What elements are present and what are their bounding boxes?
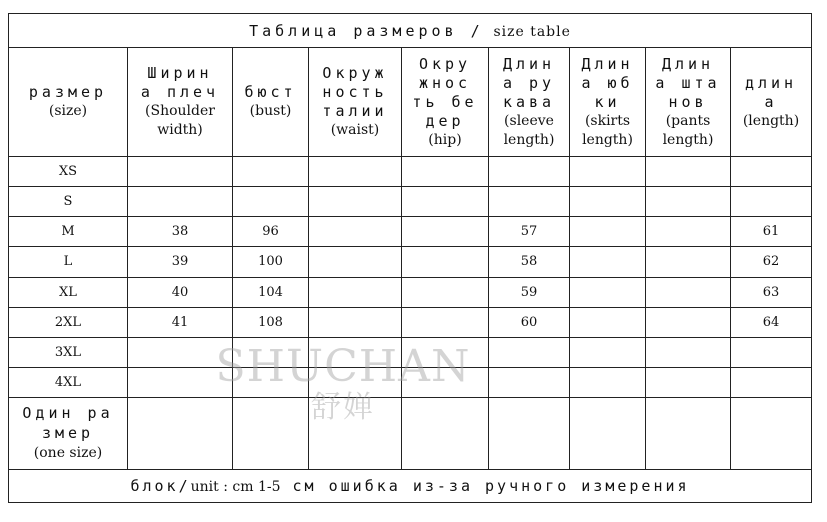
cell-length: 62	[731, 247, 812, 277]
cell-pants	[646, 277, 731, 307]
cell-bust	[233, 368, 309, 398]
cell-shoulder	[128, 337, 233, 367]
cell-size: XS	[9, 156, 128, 186]
header-pants-russian: а шта	[655, 73, 721, 92]
cell-sleeve	[489, 368, 570, 398]
header-sleeve-russian: а ру	[502, 73, 556, 92]
header-hip-english: (hip)	[428, 131, 462, 148]
header-size	[9, 48, 128, 157]
cell-skirts	[570, 187, 646, 217]
header-shoulder-russian: Ширин	[147, 64, 213, 83]
cell-hip	[402, 217, 489, 247]
header-hip-russian: ть бе	[412, 92, 478, 111]
header-skirts-russian: а юб	[581, 73, 634, 92]
table-row	[9, 368, 812, 398]
footer-row	[9, 469, 812, 502]
cell-sleeve	[489, 187, 570, 217]
table-row	[9, 156, 812, 186]
cell-empty	[233, 398, 309, 469]
header-bust-english: (bust)	[249, 103, 292, 120]
header-length-russian: длин	[744, 73, 798, 92]
cell-pants	[646, 368, 731, 398]
header-length-english: (length)	[742, 112, 800, 129]
cell-sleeve	[489, 337, 570, 367]
cell-size: S	[9, 187, 128, 217]
cell-hip	[402, 337, 489, 367]
cell-hip	[402, 368, 489, 398]
cell-hip	[402, 187, 489, 217]
table-row	[9, 277, 812, 307]
header-hip	[402, 48, 489, 157]
cell-length	[731, 156, 812, 186]
header-bust-russian: бюст	[244, 83, 297, 102]
header-bust	[233, 48, 309, 157]
watermark-chinese: 舒婵	[311, 390, 375, 425]
cell-bust	[233, 156, 309, 186]
cell-shoulder	[128, 368, 233, 398]
cell-waist	[309, 337, 402, 367]
cell-size: M	[9, 217, 128, 247]
cell-bust: 104	[233, 277, 309, 307]
cell-waist	[309, 156, 402, 186]
cell-size: 2XL	[9, 307, 128, 337]
header-shoulder-english: width)	[157, 122, 203, 139]
watermark-text: SHUCHAN	[215, 341, 471, 392]
cell-hip	[402, 156, 489, 186]
one-size-row	[9, 398, 812, 469]
cell-sleeve	[489, 156, 570, 186]
cell-shoulder: 41	[128, 307, 233, 337]
cell-pants	[646, 337, 731, 367]
footer-russian-suffix: см ошибка из-за ручного измерения	[292, 476, 690, 495]
footer-russian-prefix: блок/	[130, 476, 191, 495]
cell-waist	[309, 277, 402, 307]
cell-shoulder: 39	[128, 247, 233, 277]
title-russian: Таблица размеров /	[249, 21, 484, 40]
header-size-russian: размер	[28, 83, 108, 102]
header-hip-russian: жнос	[418, 73, 472, 92]
cell-bust: 100	[233, 247, 309, 277]
cell-skirts	[570, 247, 646, 277]
cell-empty	[309, 398, 402, 469]
header-shoulder-russian: а плеч	[140, 83, 220, 102]
cell-sleeve: 59	[489, 277, 570, 307]
header-skirts-english: (skirts	[584, 112, 631, 129]
header-sleeve-english: length)	[503, 131, 555, 148]
header-shoulder-english: (Shoulder	[145, 103, 215, 120]
cell-shoulder	[128, 156, 233, 186]
footer-note	[9, 469, 812, 502]
cell-sleeve: 60	[489, 307, 570, 337]
cell-empty	[128, 398, 233, 469]
header-waist-russian: талии	[322, 102, 388, 121]
cell-size: XL	[9, 277, 128, 307]
header-length	[731, 48, 812, 157]
cell-one-size	[9, 398, 128, 469]
cell-length	[731, 337, 812, 367]
cell-skirts	[570, 156, 646, 186]
cell-skirts	[570, 307, 646, 337]
cell-skirts	[570, 337, 646, 367]
title-row	[9, 14, 812, 48]
header-skirts	[570, 48, 646, 157]
header-sleeve-english: (sleeve	[504, 112, 554, 129]
header-pants-russian: Длин	[661, 54, 715, 73]
cell-hip	[402, 247, 489, 277]
cell-pants	[646, 307, 731, 337]
cell-sleeve: 57	[489, 217, 570, 247]
header-hip-russian: Окру	[418, 54, 472, 73]
size-table	[8, 13, 812, 503]
header-pants-english: (pants	[665, 112, 711, 129]
header-skirts-russian: ки	[594, 92, 621, 111]
cell-waist	[309, 187, 402, 217]
header-row	[9, 48, 812, 157]
cell-bust	[233, 337, 309, 367]
cell-pants	[646, 217, 731, 247]
header-skirts-english: length)	[582, 131, 633, 148]
cell-bust: 108	[233, 307, 309, 337]
cell-shoulder: 40	[128, 277, 233, 307]
header-waist-russian: Окруж	[322, 64, 388, 83]
cell-size: 4XL	[9, 368, 128, 398]
footer-english: unit : cm 1-5	[190, 478, 281, 495]
cell-skirts	[570, 277, 646, 307]
header-waist	[309, 48, 402, 157]
table-body	[9, 14, 812, 503]
cell-waist	[309, 217, 402, 247]
cell-shoulder	[128, 187, 233, 217]
header-pants	[646, 48, 731, 157]
cell-empty	[570, 398, 646, 469]
table-row	[9, 307, 812, 337]
cell-skirts	[570, 217, 646, 247]
table-title	[9, 14, 812, 48]
cell-length: 64	[731, 307, 812, 337]
table-row	[9, 337, 812, 367]
one-size-english: (one size)	[33, 445, 103, 462]
cell-pants	[646, 187, 731, 217]
header-size-english: (size)	[48, 103, 88, 120]
cell-hip	[402, 307, 489, 337]
cell-empty	[731, 398, 812, 469]
cell-size: 3XL	[9, 337, 128, 367]
cell-empty	[646, 398, 731, 469]
cell-pants	[646, 247, 731, 277]
header-skirts-russian: Длин	[581, 54, 634, 73]
cell-shoulder: 38	[128, 217, 233, 247]
header-sleeve-russian: Длин	[502, 54, 556, 73]
cell-bust: 96	[233, 217, 309, 247]
header-shoulder	[128, 48, 233, 157]
header-length-russian: а	[764, 92, 778, 111]
cell-waist	[309, 247, 402, 277]
cell-sleeve: 58	[489, 247, 570, 277]
header-waist-russian: ность	[322, 83, 388, 102]
cell-bust	[233, 187, 309, 217]
header-waist-english: (waist)	[330, 122, 380, 139]
size-chart	[8, 13, 811, 503]
title-english: size table	[493, 23, 571, 40]
cell-waist	[309, 368, 402, 398]
one-size-russian: Один ра	[22, 404, 114, 423]
table-row	[9, 247, 812, 277]
header-pants-english: length)	[662, 131, 714, 148]
cell-length	[731, 368, 812, 398]
cell-skirts	[570, 368, 646, 398]
cell-empty	[402, 398, 489, 469]
cell-hip	[402, 277, 489, 307]
header-hip-russian: дер	[425, 111, 465, 130]
cell-waist	[309, 307, 402, 337]
header-sleeve-russian: кава	[502, 92, 556, 111]
cell-length	[731, 187, 812, 217]
cell-size: L	[9, 247, 128, 277]
cell-length: 61	[731, 217, 812, 247]
cell-length: 63	[731, 277, 812, 307]
cell-pants	[646, 156, 731, 186]
table-row	[9, 217, 812, 247]
cell-empty	[489, 398, 570, 469]
one-size-russian: змер	[41, 424, 95, 443]
header-pants-russian: нов	[668, 92, 708, 111]
table-row	[9, 187, 812, 217]
header-sleeve	[489, 48, 570, 157]
